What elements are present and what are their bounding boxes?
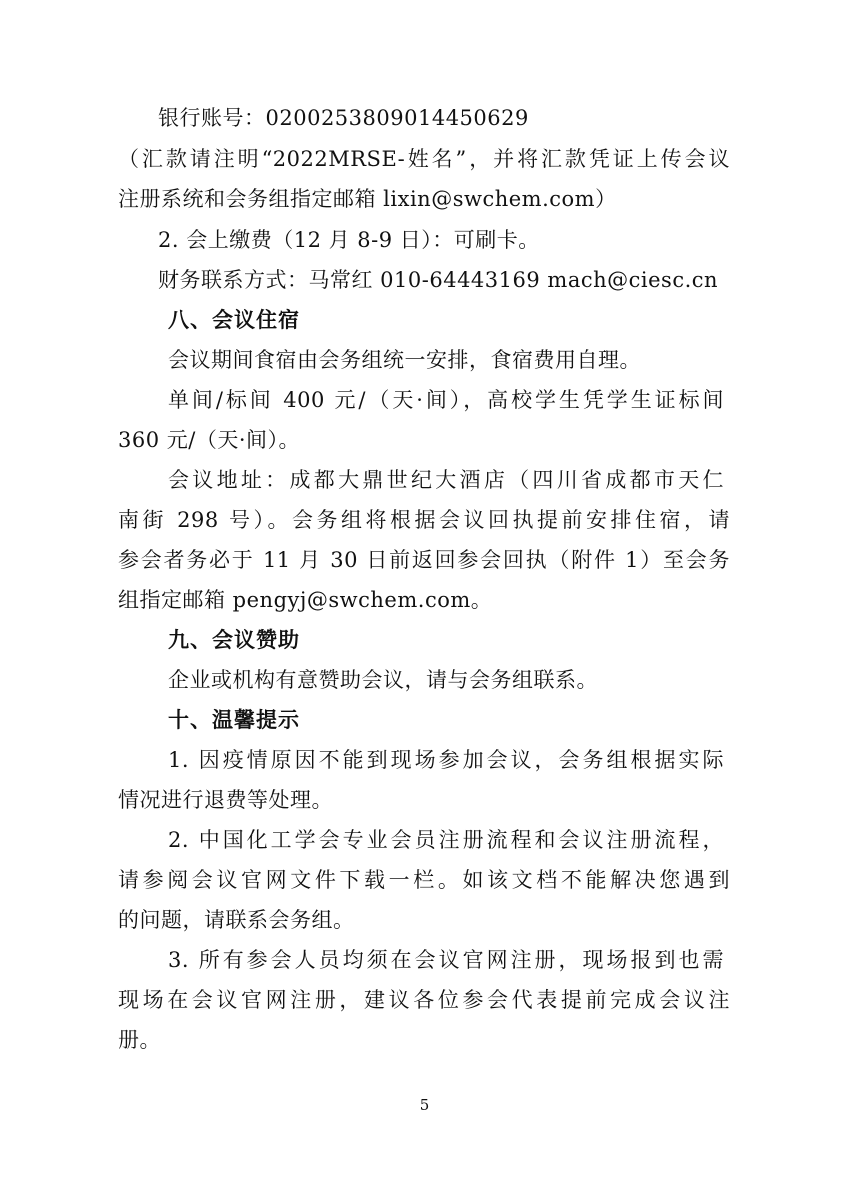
section-heading-tips: 十、温馨提示 xyxy=(168,708,300,732)
tip-1-line: 1. 因疫情原因不能到现场参加会议，会务组根据实际 xyxy=(168,748,724,772)
reply-email-line: 组指定邮箱 pengyj@swchem.com。 xyxy=(118,588,493,612)
accommodation-paragraph: 会议期间食宿由会务组统一安排，食宿费用自理。 xyxy=(168,348,641,372)
tip-3-line: 3. 所有参会人员均须在会议官网注册，现场报到也需 xyxy=(168,948,724,972)
tip-3-continuation-end: 册。 xyxy=(118,1028,161,1052)
sponsorship-paragraph: 企业或机构有意赞助会议，请与会务组联系。 xyxy=(168,668,598,692)
bank-account-line: 银行账号：0200253809014450629 xyxy=(158,106,529,130)
page-number: 5 xyxy=(419,1096,430,1114)
reply-deadline-line: 参会者务必于 11 月 30 日前返回参会回执（附件 1）至会务 xyxy=(118,548,730,572)
room-price-continuation: 360 元/（天·间）。 xyxy=(118,428,301,452)
remittance-note-continuation: 注册系统和会务组指定邮箱 lixin@swchem.com） xyxy=(118,187,617,211)
section-heading-accommodation: 八、会议住宿 xyxy=(168,308,300,332)
remittance-note-line: （汇款请注明“2022MRSE-姓名”，并将汇款凭证上传会议 xyxy=(118,147,730,171)
onsite-payment-line: 2. 会上缴费（12 月 8-9 日）：可刷卡。 xyxy=(158,228,540,252)
finance-contact-line: 财务联系方式：马常红 010-64443169 mach@ciesc.cn xyxy=(158,268,719,292)
tip-2-continuation-end: 的问题，请联系会务组。 xyxy=(118,908,355,932)
tip-3-continuation: 现场在会议官网注册，建议各位参会代表提前完成会议注 xyxy=(118,988,730,1012)
tip-2-line: 2. 中国化工学会专业会员注册流程和会议注册流程， xyxy=(168,828,724,852)
venue-address-continuation: 南街 298 号）。会务组将根据会议回执提前安排住宿，请 xyxy=(118,508,730,532)
venue-address-line: 会议地址：成都大鼎世纪大酒店（四川省成都市天仁 xyxy=(168,468,724,492)
tip-2-continuation: 请参阅会议官网文件下载一栏。如该文档不能解决您遇到 xyxy=(118,868,730,892)
section-heading-sponsorship: 九、会议赞助 xyxy=(168,628,300,652)
room-price-line: 单间/标间 400 元/（天·间），高校学生凭学生证标间 xyxy=(168,388,724,412)
tip-1-continuation: 情况进行退费等处理。 xyxy=(118,788,333,812)
